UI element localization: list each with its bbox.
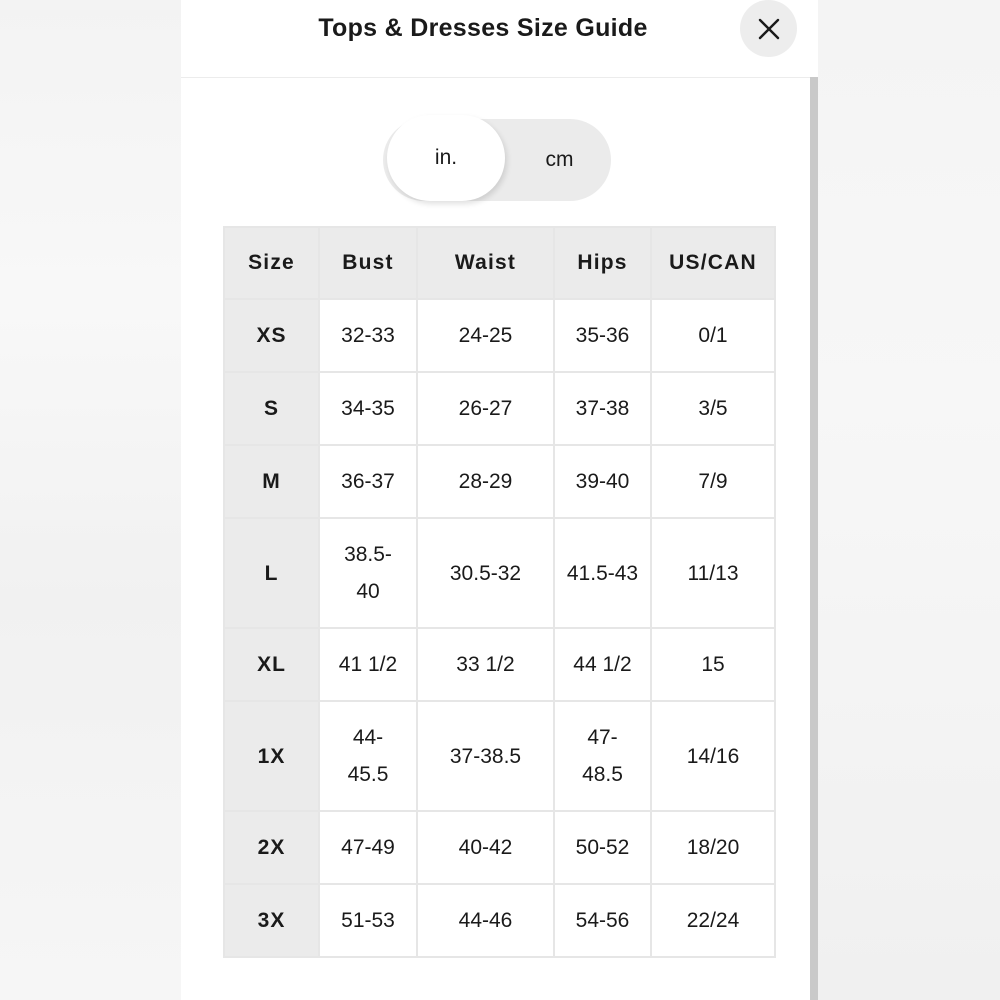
bust-cell bbox=[319, 701, 417, 811]
hips-cell: 41.5-43 bbox=[554, 518, 651, 628]
bust-cell: 36-37 bbox=[319, 445, 417, 518]
hips-cell: 35-36 bbox=[554, 299, 651, 372]
table-row bbox=[224, 372, 775, 445]
column-header-size: Size bbox=[224, 227, 319, 299]
modal-title: Tops & Dresses Size Guide bbox=[318, 14, 648, 42]
size-cell: 3X bbox=[224, 884, 319, 957]
us-can-cell: 0/1 bbox=[651, 299, 775, 372]
bust-cell: 34-35 bbox=[319, 372, 417, 445]
us-can-cell: 22/24 bbox=[651, 884, 775, 957]
modal-header bbox=[181, 0, 818, 78]
waist-cell: 26-27 bbox=[417, 372, 554, 445]
size-cell: XS bbox=[224, 299, 319, 372]
bust-value: 38.5- 40 bbox=[344, 543, 392, 603]
hips-cell: 44 1/2 bbox=[554, 628, 651, 701]
us-can-cell: 3/5 bbox=[651, 372, 775, 445]
size-cell: L bbox=[224, 518, 319, 628]
hips-cell: 37-38 bbox=[554, 372, 651, 445]
size-guide-modal bbox=[181, 0, 818, 1000]
scrollbar[interactable] bbox=[810, 77, 818, 1000]
bust-cell bbox=[319, 518, 417, 628]
waist-cell: 28-29 bbox=[417, 445, 554, 518]
size-cell: S bbox=[224, 372, 319, 445]
column-header-hips: Hips bbox=[554, 227, 651, 299]
table-row bbox=[224, 884, 775, 957]
bust-cell: 32-33 bbox=[319, 299, 417, 372]
hips-value: 47- 48.5 bbox=[582, 726, 623, 786]
column-header-us-can: US/CAN bbox=[651, 227, 775, 299]
background-left bbox=[0, 0, 181, 1000]
bust-cell: 41 1/2 bbox=[319, 628, 417, 701]
close-icon bbox=[757, 17, 781, 41]
us-can-cell: 7/9 bbox=[651, 445, 775, 518]
waist-cell: 33 1/2 bbox=[417, 628, 554, 701]
background-right bbox=[818, 0, 1000, 1000]
waist-cell: 37-38.5 bbox=[417, 701, 554, 811]
us-can-cell: 15 bbox=[651, 628, 775, 701]
table-row bbox=[224, 518, 775, 628]
column-header-bust: Bust bbox=[319, 227, 417, 299]
bust-value: 44- 45.5 bbox=[347, 726, 389, 786]
bust-cell: 47-49 bbox=[319, 811, 417, 884]
table-row bbox=[224, 299, 775, 372]
waist-cell: 44-46 bbox=[417, 884, 554, 957]
unit-toggle bbox=[383, 119, 611, 201]
table-row bbox=[224, 701, 775, 811]
size-cell: 2X bbox=[224, 811, 319, 884]
bust-cell: 51-53 bbox=[319, 884, 417, 957]
waist-cell: 30.5-32 bbox=[417, 518, 554, 628]
hips-cell: 50-52 bbox=[554, 811, 651, 884]
hips-cell: 39-40 bbox=[554, 445, 651, 518]
size-cell: M bbox=[224, 445, 319, 518]
waist-cell: 40-42 bbox=[417, 811, 554, 884]
column-header-waist: Waist bbox=[417, 227, 554, 299]
close-button[interactable] bbox=[740, 0, 797, 57]
hips-cell bbox=[554, 701, 651, 811]
table-row bbox=[224, 445, 775, 518]
unit-option-cm[interactable]: cm bbox=[545, 148, 574, 171]
us-can-cell: 11/13 bbox=[651, 518, 775, 628]
size-cell: XL bbox=[224, 628, 319, 701]
table-header-row bbox=[224, 227, 775, 299]
table-row bbox=[224, 811, 775, 884]
hips-cell: 54-56 bbox=[554, 884, 651, 957]
table-row bbox=[224, 628, 775, 701]
us-can-cell: 14/16 bbox=[651, 701, 775, 811]
us-can-cell: 18/20 bbox=[651, 811, 775, 884]
waist-cell: 24-25 bbox=[417, 299, 554, 372]
size-cell: 1X bbox=[224, 701, 319, 811]
unit-option-inches[interactable]: in. bbox=[387, 115, 505, 201]
size-table bbox=[223, 226, 776, 958]
